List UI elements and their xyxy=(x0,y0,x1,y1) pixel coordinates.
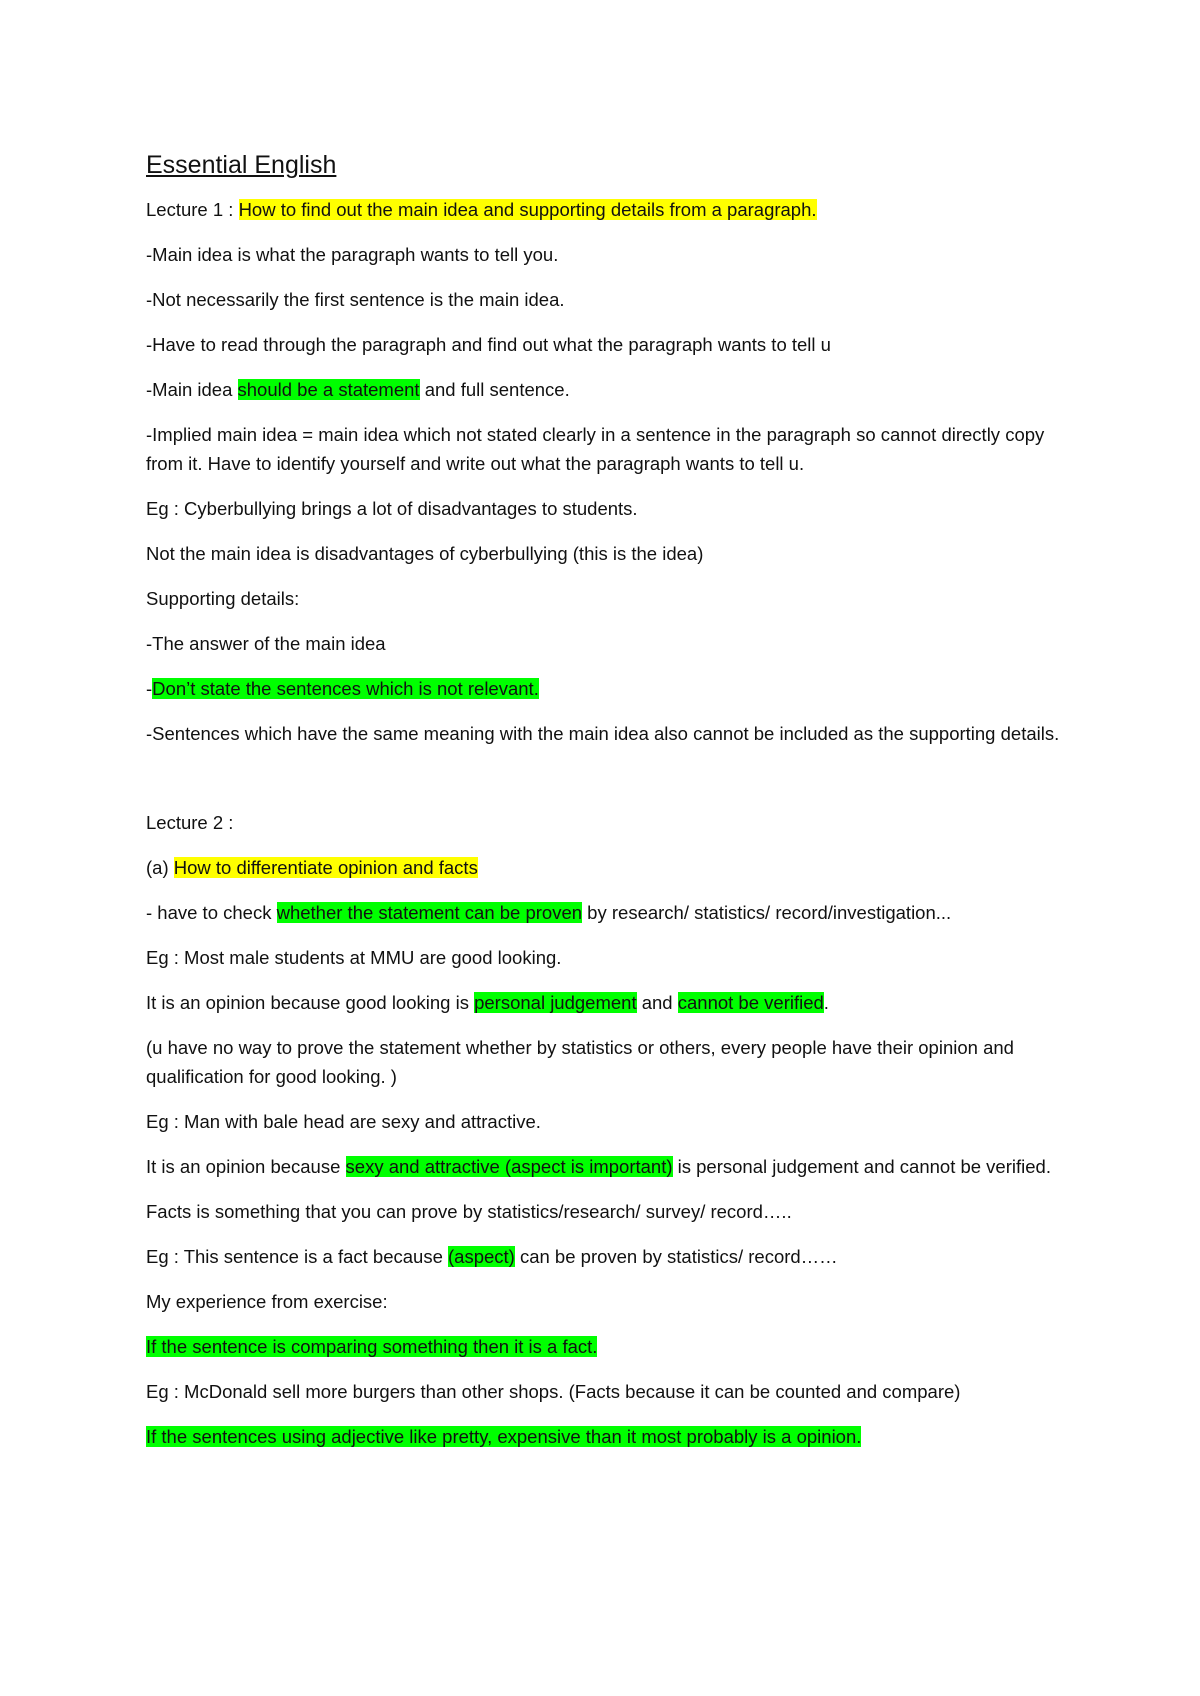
lecture2-line-11: Eg : McDonald sell more burgers than other shops. (Facts because it can be counted and compare) xyxy=(146,1381,961,1402)
green-highlight: should be a statement xyxy=(237,379,420,400)
lecture2-line-10 xyxy=(146,1332,1066,1361)
text-run: Eg : This sentence is a fact because xyxy=(146,1246,448,1267)
green-highlight: cannot be verified xyxy=(677,992,824,1013)
lecture2-subheading xyxy=(146,853,1066,882)
green-highlight: (aspect) xyxy=(448,1246,515,1267)
lecture2-line-3 xyxy=(146,988,1066,1017)
lecture1-line-3: -Have to read through the paragraph and find out what the paragraph wants to tell u xyxy=(146,334,831,355)
lecture1-line-2: -Not necessarily the first sentence is the main idea. xyxy=(146,289,565,310)
lecture2-line-7: Facts is something that you can prove by statistics/research/ survey/ record….. xyxy=(146,1201,792,1222)
document-title: Essential English xyxy=(146,151,337,179)
lecture1-line-10 xyxy=(146,674,1066,703)
lecture1-line-4 xyxy=(146,375,1066,404)
text-run: It is an opinion because good looking is xyxy=(146,992,475,1013)
text-run: can be proven by statistics/ record…… xyxy=(514,1246,838,1267)
lecture2-line-8 xyxy=(146,1242,1066,1271)
text-run: - have to check xyxy=(146,902,277,923)
lecture2-heading: Lecture 2 : xyxy=(146,812,234,833)
text-run: . xyxy=(823,992,829,1013)
lecture1-line-6: Eg : Cyberbullying brings a lot of disadvantages to students. xyxy=(146,498,638,519)
lecture2-line-4: (u have no way to prove the statement whether by statistics or others, every people have their opinion and qualification for good looking. ) xyxy=(146,1037,1014,1087)
lecture1-line-9: -The answer of the main idea xyxy=(146,633,386,654)
lecture2-line-6 xyxy=(146,1152,1066,1181)
lecture1-line-1: -Main idea is what the paragraph wants to tell you. xyxy=(146,244,559,265)
lecture1-line-5: -Implied main idea = main idea which not stated clearly in a sentence in the paragraph so cannot directly copy from it. Have to identify yourself and write out what the paragraph wants to tell u. xyxy=(146,424,1045,474)
green-highlight: Don’t state the sentences which is not relevant. xyxy=(152,678,539,699)
lecture1-topic-highlight: How to find out the main idea and supporting details from a paragraph. xyxy=(238,199,817,220)
green-highlight: sexy and attractive (aspect is important) xyxy=(345,1156,673,1177)
text-run: It is an opinion because xyxy=(146,1156,346,1177)
document-body xyxy=(146,148,1066,1467)
green-highlight: If the sentences using adjective like pretty, expensive than it most probably is a opinion. xyxy=(146,1426,862,1447)
lecture1-label: Lecture 1 : xyxy=(146,199,239,220)
text-run: - xyxy=(146,678,153,699)
lecture1-line-11: -Sentences which have the same meaning with the main idea also cannot be included as the supporting details. xyxy=(146,723,1060,744)
text-run: and xyxy=(636,992,678,1013)
green-highlight: If the sentence is comparing something then it is a fact. xyxy=(146,1336,598,1357)
lecture1-heading xyxy=(146,195,1066,224)
lecture2-line-9: My experience from exercise: xyxy=(146,1291,388,1312)
text-run: (a) xyxy=(146,857,174,878)
lecture2-line-12 xyxy=(146,1422,1066,1451)
text-run: -Main idea xyxy=(146,379,238,400)
lecture1-line-7: Not the main idea is disadvantages of cyberbullying (this is the idea) xyxy=(146,543,704,564)
lecture2-line-5: Eg : Man with bale head are sexy and attractive. xyxy=(146,1111,541,1132)
yellow-highlight: How to differentiate opinion and facts xyxy=(173,857,478,878)
green-highlight: whether the statement can be proven xyxy=(276,902,583,923)
lecture2-line-2: Eg : Most male students at MMU are good looking. xyxy=(146,947,562,968)
green-highlight: personal judgement xyxy=(474,992,637,1013)
section-spacer xyxy=(146,764,1066,808)
lecture2-line-1 xyxy=(146,898,1066,927)
text-run: is personal judgement and cannot be verified. xyxy=(672,1156,1051,1177)
text-run: and full sentence. xyxy=(419,379,570,400)
text-run: by research/ statistics/ record/investigation... xyxy=(582,902,952,923)
lecture1-line-8: Supporting details: xyxy=(146,588,300,609)
